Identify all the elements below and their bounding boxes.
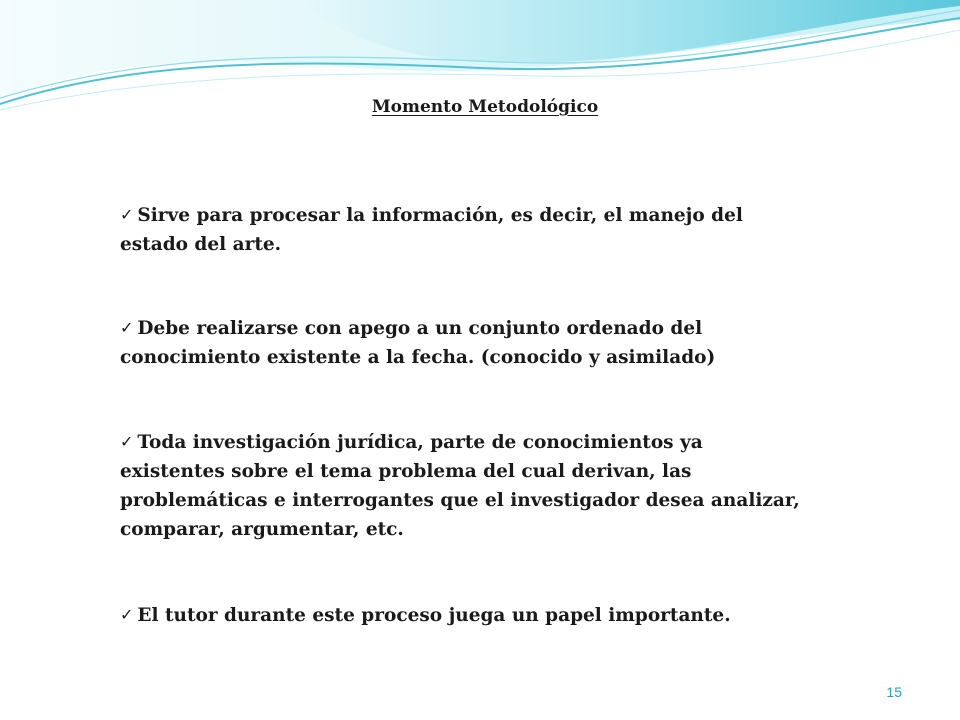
page-number: 15 bbox=[886, 684, 902, 700]
checkmark-icon: ✓ bbox=[120, 318, 134, 337]
slide-title: Momento Metodológico bbox=[371, 97, 599, 117]
bullet-item bbox=[120, 200, 800, 259]
bullet-text: Toda investigación jurídica, parte de conocimientos ya existentes sobre el tema problema del cual derivan, las problemáticas e interrogantes que el investigador desea analizar, comparar, argumentar, etc. bbox=[120, 432, 800, 540]
bullet-list bbox=[120, 200, 800, 630]
bullet-item bbox=[120, 427, 800, 544]
bullet-text: Debe realizarse con apego a un conjunto ordenado del conocimiento existente a la fecha. (conocido y asimilado) bbox=[120, 318, 716, 368]
bullet-item bbox=[120, 313, 800, 372]
checkmark-icon: ✓ bbox=[120, 432, 134, 451]
checkmark-icon: ✓ bbox=[120, 205, 134, 224]
bullet-text: Sirve para procesar la información, es decir, el manejo del estado del arte. bbox=[120, 205, 743, 255]
checkmark-icon: ✓ bbox=[120, 605, 134, 624]
bullet-text: El tutor durante este proceso juega un papel importante. bbox=[137, 605, 731, 626]
bullet-item bbox=[120, 600, 800, 630]
